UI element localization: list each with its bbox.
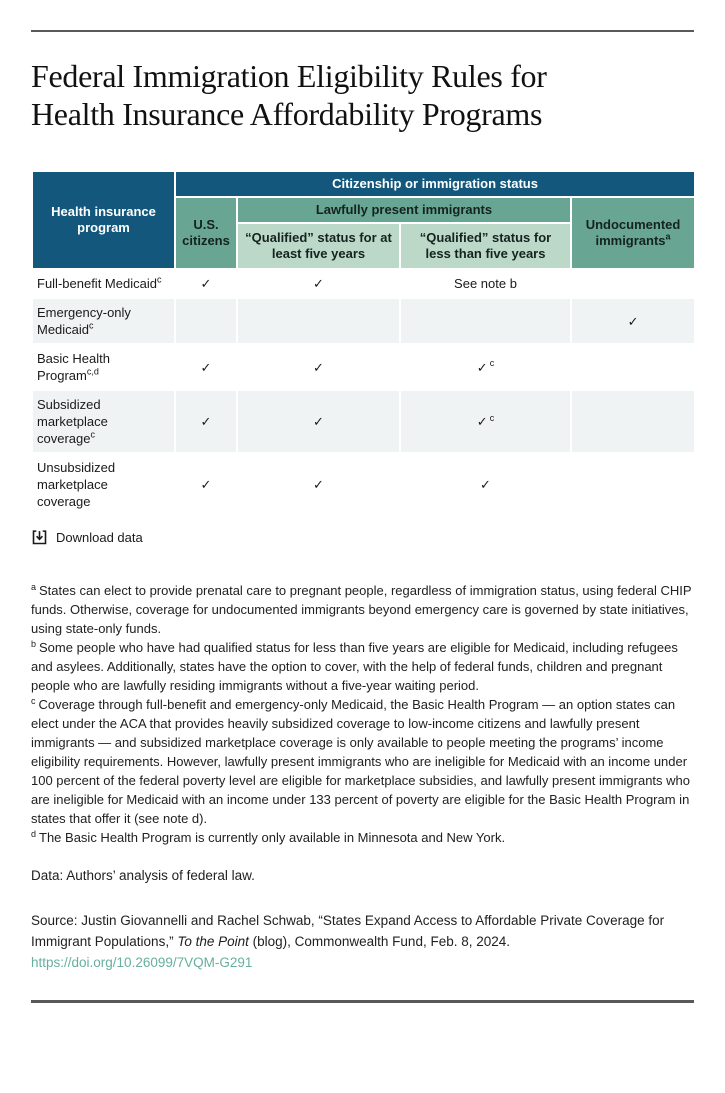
download-data-button[interactable]	[32, 530, 143, 545]
table-row	[32, 390, 695, 453]
header-us-citizens: U.S. citizens	[175, 197, 237, 269]
table-header	[32, 171, 695, 269]
footnote-marker: c	[90, 429, 95, 440]
top-rule	[31, 30, 694, 32]
footnote-d-marker: d	[31, 828, 37, 839]
header-qualified-less5: “Qualified” status for less than five years	[400, 223, 571, 269]
empty-cell	[571, 453, 695, 516]
table-row	[32, 269, 695, 298]
check-cell: ✓	[571, 298, 695, 344]
program-cell: Emergency-only Medicaid$^c$	[32, 298, 175, 344]
footnote-marker: c	[89, 320, 94, 331]
doi-link[interactable]: https://doi.org/10.26099/7VQM-G291	[31, 955, 253, 970]
table-row	[32, 298, 695, 344]
empty-cell	[175, 298, 237, 344]
program-cell: Subsidized marketplace coverage$^c$	[32, 390, 175, 453]
program-cell: Basic Health Program$^{c,d}$	[32, 344, 175, 390]
source-blog-title: To the Point	[177, 934, 249, 949]
check-cell: ✓	[237, 453, 400, 516]
footnote-a-marker: a	[31, 581, 37, 592]
check-cell: ✓	[175, 269, 237, 298]
note-cell: See note b	[400, 269, 571, 298]
eligibility-table	[31, 170, 696, 517]
header-qualified-5plus: “Qualified” status for at least five years	[237, 223, 400, 269]
check-cell: ✓ $^c$	[400, 390, 571, 453]
footnote-a	[31, 581, 694, 638]
check-cell: ✓	[237, 269, 400, 298]
footnotes	[31, 581, 694, 847]
footnote-c-marker: c	[31, 695, 36, 706]
empty-cell	[571, 269, 695, 298]
check-cell: ✓	[237, 390, 400, 453]
footnote-marker: c	[489, 412, 495, 423]
footnote-marker: c	[489, 358, 495, 369]
table-row	[32, 344, 695, 390]
empty-cell	[571, 390, 695, 453]
empty-cell	[571, 344, 695, 390]
header-lawfully-present: Lawfully present immigrants	[237, 197, 571, 223]
check-cell: ✓	[175, 453, 237, 516]
check-cell: ✓	[237, 344, 400, 390]
table-row	[32, 453, 695, 516]
footnote-d	[31, 828, 694, 847]
footnote-c	[31, 695, 694, 828]
data-note: Data: Authors’ analysis of federal law.	[31, 868, 255, 883]
bottom-rule	[31, 1000, 694, 1003]
source-text-continued: (blog), Commonwealth Fund, Feb. 8, 2024.	[248, 934, 511, 949]
download-data-label: Download data	[56, 530, 143, 545]
header-program: Health insurance program	[32, 171, 175, 269]
header-undocumented: Undocumented immigrants$^a$	[571, 197, 695, 269]
check-cell: ✓	[175, 390, 237, 453]
footnote-marker: c	[156, 274, 162, 285]
page-title	[31, 57, 694, 133]
footnote-b	[31, 638, 694, 695]
check-cell: ✓ $^c$	[400, 344, 571, 390]
check-cell: ✓	[175, 344, 237, 390]
footnote-d-text: The Basic Health Program is currently only available in Minnesota and New York.	[39, 830, 506, 845]
footnote-b-text: Some people who have had qualified status for less than five years are eligible for Medicaid, including refugees and asylees. Additionally, states have the option to cover, with the help of federal funds, children and pregnant people who are lawfully residing immigrants without a five-year waiting period.	[31, 640, 678, 693]
check-cell: ✓	[400, 453, 571, 516]
page-title-line2: Health Insurance Affordability Programs	[31, 96, 543, 132]
header-citizenship-status: Citizenship or immigration status	[175, 171, 695, 197]
source-citation	[31, 910, 694, 973]
page-title-line1: Federal Immigration Eligibility Rules for	[31, 58, 547, 94]
program-cell: Unsubsidized marketplace coverage	[32, 453, 175, 516]
source-text: Source: Justin Giovannelli and Rachel Schwab, “States Expand Access to Affordable Private Coverage for Immigrant Populations,”	[31, 913, 665, 949]
footnote-marker: c,d	[86, 366, 99, 377]
table-body	[32, 269, 695, 516]
footnote-b-marker: b	[31, 638, 37, 649]
page	[0, 30, 725, 1003]
empty-cell	[237, 298, 400, 344]
empty-cell	[400, 298, 571, 344]
footnote-c-text: Coverage through full-benefit and emergency-only Medicaid, the Basic Health Program — an option states can elect under the ACA that provides heavily subsidized coverage to low-income citizens and lawfully present immigrants — and subsidized marketplace coverage is only available to people meeting the programs’ income eligibility requirements. However, lawfully present immigrants who are ineligible for Medicaid with an income under 100 percent of the federal poverty level are eligible for marketplace subsidies, and lawfully present immigrants who are ineligible for Medicaid with an income under 133 percent of poverty are eligible for the Basic Health Program in states that offer it (see note d).	[31, 697, 691, 826]
footnote-marker-a: a	[665, 231, 671, 242]
footnote-a-text: States can elect to provide prenatal care to pregnant people, regardless of immigration status, using federal CHIP funds. Otherwise, coverage for undocumented immigrants beyond emergency care is governed by state initiatives, using state-only funds.	[31, 583, 692, 636]
program-cell: Full-benefit Medicaid$^c$	[32, 269, 175, 298]
download-icon	[32, 530, 47, 545]
